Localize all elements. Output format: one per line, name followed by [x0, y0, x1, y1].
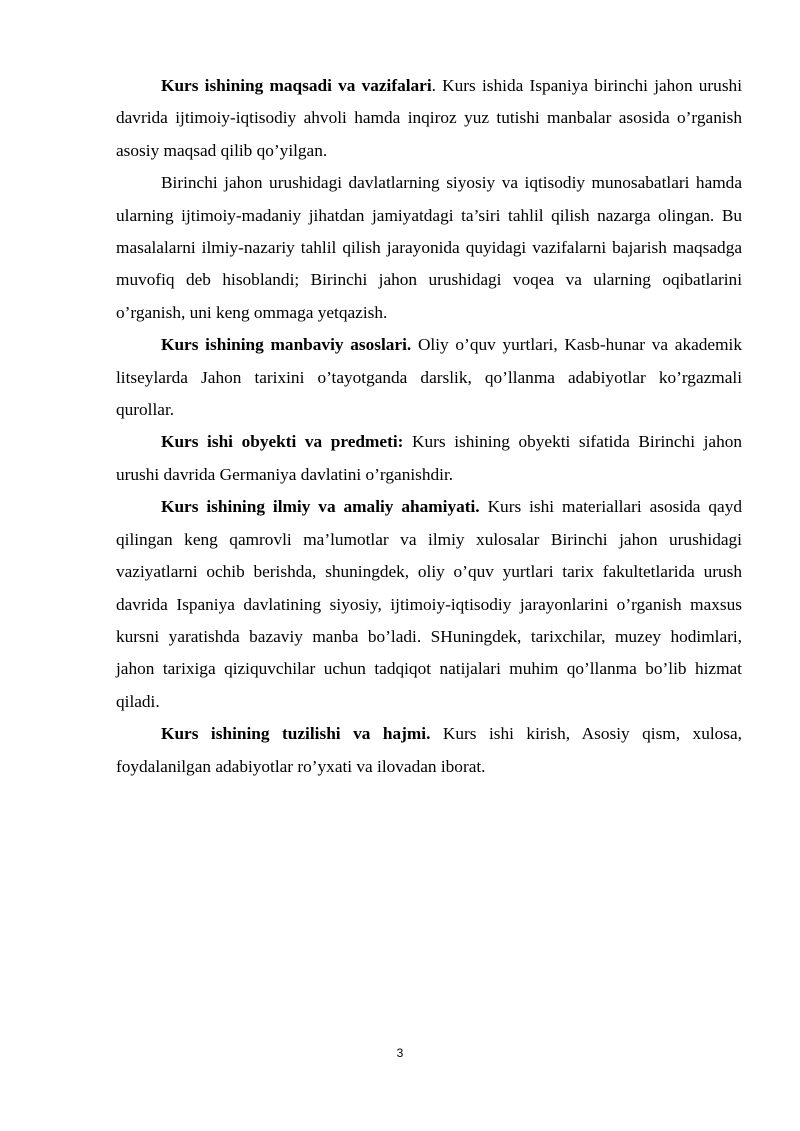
- paragraph-heading: Kurs ishi obyekti va predmeti:: [161, 432, 404, 452]
- paragraph-significance: [116, 491, 742, 718]
- paragraph-purpose-and-tasks: [116, 70, 742, 167]
- page-number: 3: [396, 1046, 404, 1060]
- paragraph-heading: Kurs ishining maqsadi va vazifalari: [161, 76, 432, 95]
- paragraph-text: . Kurs ishida Ispaniya birinchi jahon urushi davrida ijtimoiy-iqtisodiy ahvoli hamda inqiroz yuz tutishi manbalar asosida o’rganish asosiy maqsad qilib qo’yilgan.: [116, 76, 742, 160]
- paragraph-text: Kurs ishi kirish, Asosiy qism, xulosa, foydalanilgan adabiyotlar ro’yxati va ilovadan iborat.: [116, 724, 742, 776]
- paragraph-text: Kurs ishining obyekti sifatida Birinchi jahon urushi davrida Germaniya davlatini o’rganishdir.: [116, 432, 742, 484]
- paragraph-heading: Kurs ishining ilmiy va amaliy ahamiyati.: [161, 497, 480, 517]
- paragraph-text: Oliy o’quv yurtlari, Kasb-hunar va akademik litseylarda Jahon tarixini o’tayotganda darslik, qo’llanma adabiyotlar ko’rgazmali qurollar.: [116, 335, 742, 420]
- paragraph-structure: [116, 718, 742, 783]
- paragraph-sources: [116, 329, 742, 426]
- paragraph-heading: Kurs ishining tuzilishi va hajmi.: [161, 724, 431, 744]
- document-page: [116, 70, 742, 783]
- paragraph-object-and-subject: [116, 426, 742, 491]
- paragraph-heading: Kurs ishining manbaviy asoslari.: [161, 335, 412, 355]
- paragraph-analysis: [116, 167, 742, 329]
- paragraph-text: Kurs ishi materiallari asosida qayd qilingan keng qamrovli ma’lumotlar va ilmiy xulosalar Birinchi jahon urushidagi vaziyatlarni ochib berishda, shuningdek, oliy o’quv yurtlari tarix fakultetlarida urush davrida Ispaniya davlatining siyosiy, ijtimoiy-iqtisodiy jarayonlarini o’rganish maxsus kursni yaratishda bazaviy manba bo’ladi. SHuningdek, tarixchilar, muzey hodimlari, jahon tarixiga qiziquvchilar uchun tadqiqot natijalari muhim qo’llanma bo’lib hizmat qiladi.: [116, 497, 743, 711]
- paragraph-text: Birinchi jahon urushidagi davlatlarning siyosiy va iqtisodiy munosabatlari hamda ularning ijtimoiy-madaniy jihatdan jamiyatdagi ta’siri tahlil qilish nazarga olingan. Bu masalalarni ilmiy-nazariy tahlil qilish jarayonida quyidagi vazifalarni bajarish maqsadga muvofiq deb hisoblandi; Birinchi jahon urushidagi voqea va ularning oqibatlarini o’rganish, uni keng ommaga yetqazish.: [116, 173, 742, 322]
